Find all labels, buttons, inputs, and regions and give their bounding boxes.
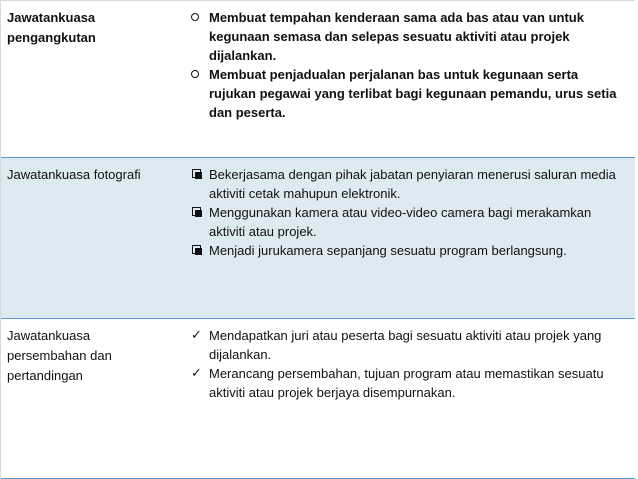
list-item — [191, 65, 627, 122]
duty-text: Merancang persembahan, tujuan program atau memastikan sesuatu aktiviti atau projek berjaya disempurnakan. — [209, 366, 604, 400]
list-item — [191, 8, 627, 65]
row-label: Jawatankuasa persembahan dan pertandingan — [7, 328, 112, 383]
table-row — [1, 158, 635, 319]
row-label: Jawatankuasa pengangkutan — [7, 10, 96, 45]
duty-text: Menggunakan kamera atau video-video camera bagi merakamkan aktiviti atau projek. — [209, 205, 592, 239]
duties-list — [191, 326, 627, 402]
table-row — [1, 319, 635, 479]
row-label: Jawatankuasa fotografi — [7, 167, 141, 182]
list-item — [191, 241, 627, 260]
table-row — [1, 0, 635, 158]
duties-list — [191, 165, 627, 260]
duty-text: Membuat tempahan kenderaan sama ada bas atau van untuk kegunaan semasa dan selepas sesuatu aktiviti atau projek dijalankan. — [209, 10, 584, 63]
list-item: ✓ Merancang persembahan, tujuan program atau memastikan sesuatu aktiviti atau projek berjaya disempurnakan. — [191, 365, 604, 400]
list-item — [191, 203, 627, 241]
duty-text: Bekerjasama dengan pihak jabatan penyiaran menerusi saluran media aktiviti cetak mahupun elektronik. — [209, 167, 616, 201]
duty-text: Mendapatkan juri atau peserta bagi sesuatu aktiviti atau projek yang dijalankan. — [209, 328, 602, 362]
duty-text: Menjadi jurukamera sepanjang sesuatu program berlangsung. — [209, 243, 567, 258]
list-item — [191, 165, 627, 203]
list-item: ✓ Mendapatkan juri atau peserta bagi sesuatu aktiviti atau projek yang dijalankan. — [191, 327, 602, 362]
duties-list — [191, 8, 627, 122]
duty-text: Membuat penjadualan perjalanan bas untuk kegunaan serta rujukan pegawai yang terlibat bagi kegunaan pemandu, urus setia dan peserta. — [209, 67, 617, 120]
